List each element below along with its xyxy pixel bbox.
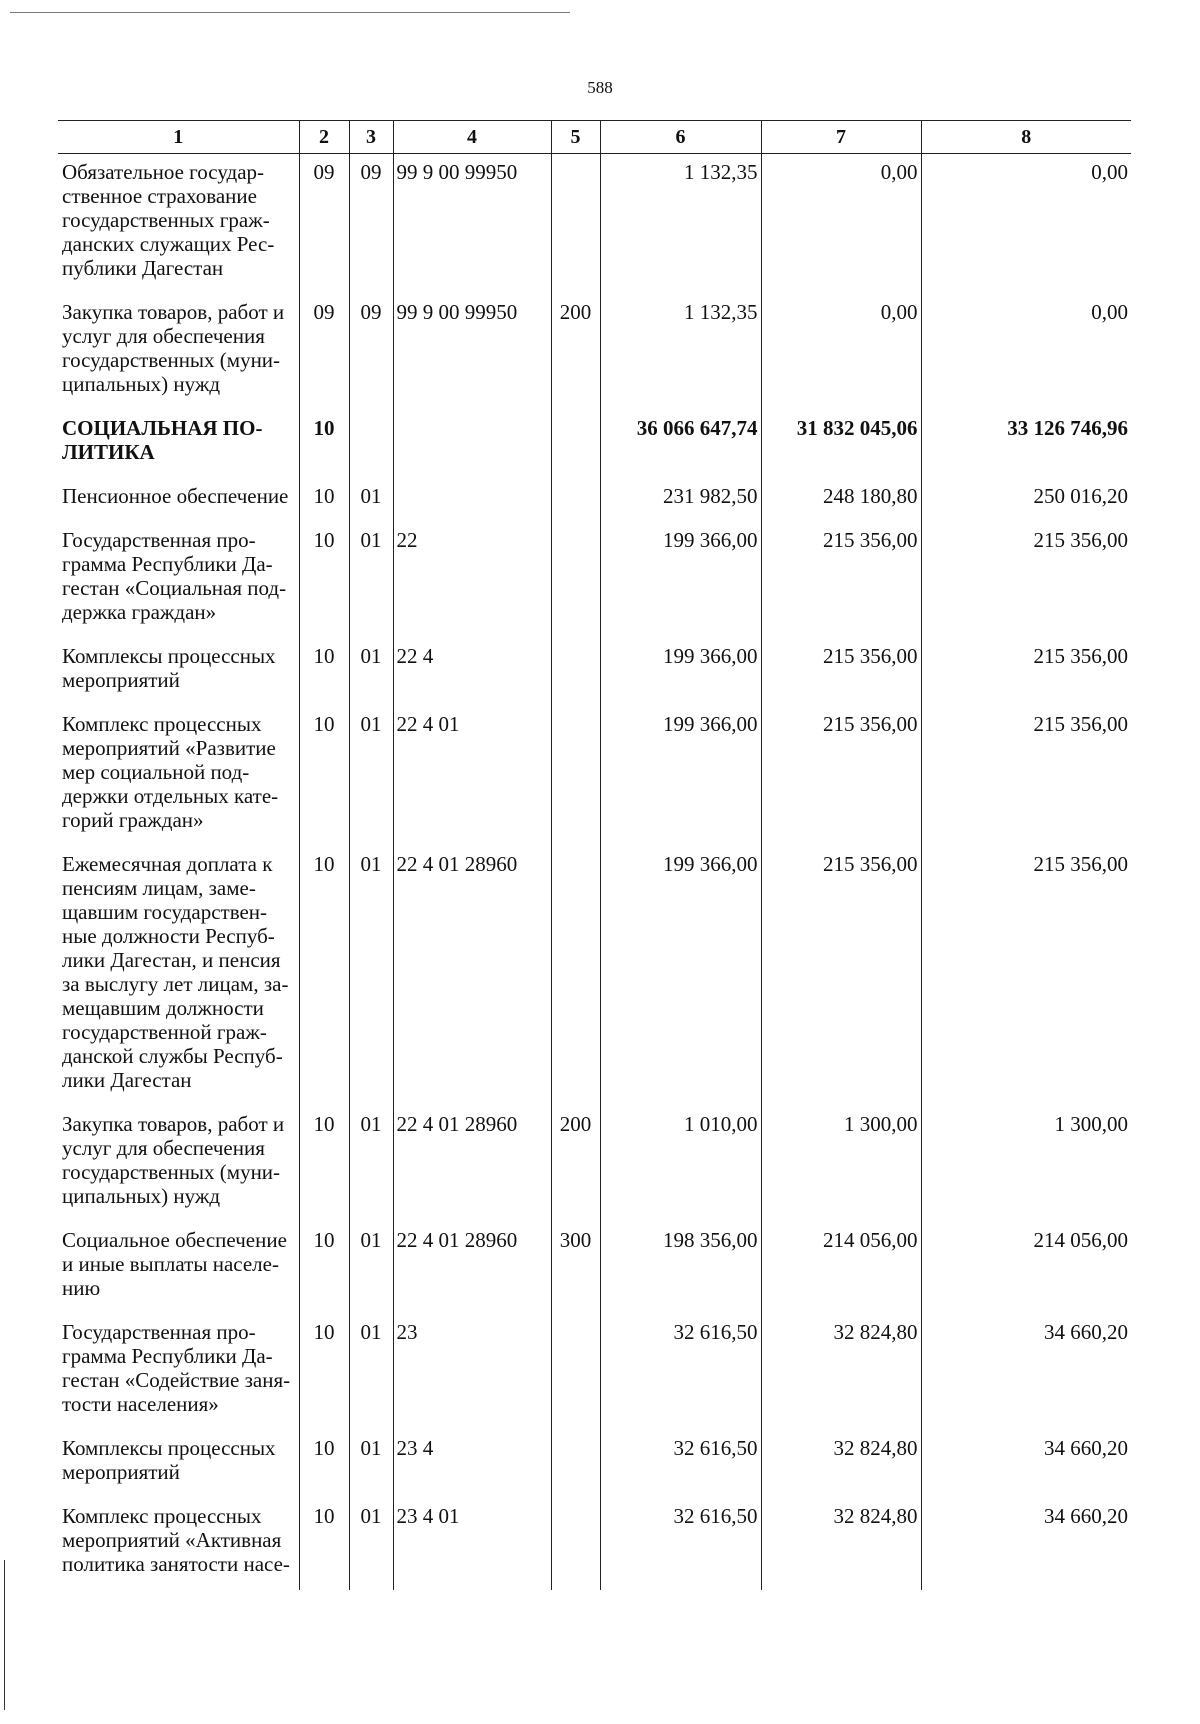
row-amount-2: 214 056,00 (761, 1222, 921, 1314)
col-header-3: 3 (349, 121, 393, 154)
row-section: 10 (299, 1430, 349, 1498)
row-amount-1: 199 366,00 (600, 706, 761, 846)
row-name: Пенсионное обеспечение (62, 484, 289, 508)
row-subsection: 01 (349, 846, 393, 1106)
row-amount-3: 34 660,20 (921, 1430, 1131, 1498)
row-expense-type (551, 410, 600, 478)
row-target-code: 23 4 (393, 1430, 551, 1498)
row-section: 10 (299, 846, 349, 1106)
row-name: Государственная про-грамма Республики Да-гестан «Содействие заня-тости населения» (62, 1320, 291, 1416)
row-amount-3: 215 356,00 (921, 638, 1131, 706)
row-amount-2: 215 356,00 (761, 706, 921, 846)
col-header-4: 4 (393, 121, 551, 154)
row-amount-2: 215 356,00 (761, 846, 921, 1106)
row-name: СОЦИАЛЬНАЯ ПО-ЛИТИКА (62, 416, 263, 464)
row-expense-type (551, 706, 600, 846)
row-target-code (393, 410, 551, 478)
row-name: Комплексы процессных мероприятий (62, 1436, 276, 1484)
col-header-6: 6 (600, 121, 761, 154)
row-amount-2: 248 180,80 (761, 478, 921, 522)
row-expense-type (551, 478, 600, 522)
col-header-8: 8 (921, 121, 1131, 154)
row-amount-1: 1 132,35 (600, 154, 761, 295)
row-amount-1: 32 616,50 (600, 1498, 761, 1590)
row-section: 10 (299, 522, 349, 638)
row-amount-3: 250 016,20 (921, 478, 1131, 522)
row-subsection: 01 (349, 1498, 393, 1590)
row-subsection: 01 (349, 478, 393, 522)
row-amount-2: 31 832 045,06 (761, 410, 921, 478)
row-expense-type (551, 1314, 600, 1430)
row-section: 10 (299, 706, 349, 846)
row-section: 10 (299, 1498, 349, 1590)
row-amount-2: 1 300,00 (761, 1106, 921, 1222)
table-row (58, 1430, 1131, 1498)
row-target-code: 22 4 01 (393, 706, 551, 846)
row-amount-1: 32 616,50 (600, 1314, 761, 1430)
row-target-code: 99 9 00 99950 (393, 294, 551, 410)
row-amount-1: 1 010,00 (600, 1106, 761, 1222)
col-header-1: 1 (58, 121, 299, 154)
row-expense-type (551, 154, 600, 295)
col-header-5: 5 (551, 121, 600, 154)
row-name: Закупка товаров, работ и услуг для обеспечения государственных (муни-ципальных) нужд (62, 1112, 285, 1208)
row-expense-type: 200 (551, 294, 600, 410)
row-section: 10 (299, 638, 349, 706)
table-row (58, 706, 1131, 846)
row-section: 10 (299, 1106, 349, 1222)
col-header-2: 2 (299, 121, 349, 154)
row-amount-1: 199 366,00 (600, 638, 761, 706)
table-row (58, 846, 1131, 1106)
row-amount-1: 199 366,00 (600, 522, 761, 638)
row-target-code: 22 4 (393, 638, 551, 706)
table-row (58, 1498, 1131, 1590)
row-amount-3: 215 356,00 (921, 706, 1131, 846)
table-row (58, 154, 1131, 295)
table-row (58, 1106, 1131, 1222)
row-expense-type (551, 1498, 600, 1590)
row-expense-type: 300 (551, 1222, 600, 1314)
row-subsection: 01 (349, 522, 393, 638)
row-target-code: 99 9 00 99950 (393, 154, 551, 295)
top-rule (10, 12, 570, 13)
row-subsection: 01 (349, 1222, 393, 1314)
row-expense-type: 200 (551, 1106, 600, 1222)
row-name: Обязательное государ-ственное страхование государственных граж-данских служащих Рес-публики Дагестан (62, 160, 275, 280)
row-expense-type (551, 846, 600, 1106)
table-row (58, 638, 1131, 706)
row-amount-3: 34 660,20 (921, 1314, 1131, 1430)
row-name: Комплекс процессных мероприятий «Развитие мер социальной под-держки отдельных кате-горий граждан» (62, 712, 279, 832)
row-amount-3: 215 356,00 (921, 522, 1131, 638)
row-section: 09 (299, 154, 349, 295)
row-amount-2: 32 824,80 (761, 1498, 921, 1590)
row-expense-type (551, 522, 600, 638)
row-name: Социальное обеспечение и иные выплаты населе-нию (62, 1228, 287, 1300)
row-amount-1: 198 356,00 (600, 1222, 761, 1314)
row-section: 10 (299, 1222, 349, 1314)
row-subsection: 09 (349, 154, 393, 295)
row-target-code: 22 (393, 522, 551, 638)
table-row (58, 294, 1131, 410)
row-name: Комплекс процессных мероприятий «Активная политика занятости насе- (62, 1504, 290, 1576)
col-header-7: 7 (761, 121, 921, 154)
row-amount-1: 1 132,35 (600, 294, 761, 410)
row-amount-1: 231 982,50 (600, 478, 761, 522)
row-subsection (349, 410, 393, 478)
row-target-code: 22 4 01 28960 (393, 846, 551, 1106)
table-row (58, 478, 1131, 522)
row-target-code: 23 4 01 (393, 1498, 551, 1590)
row-amount-3: 214 056,00 (921, 1222, 1131, 1314)
row-subsection: 01 (349, 1106, 393, 1222)
row-amount-3: 34 660,20 (921, 1498, 1131, 1590)
row-amount-3: 0,00 (921, 294, 1131, 410)
budget-table (58, 120, 1131, 1590)
row-target-code: 23 (393, 1314, 551, 1430)
table-row (58, 522, 1131, 638)
row-target-code: 22 4 01 28960 (393, 1106, 551, 1222)
row-amount-3: 215 356,00 (921, 846, 1131, 1106)
table-row (58, 410, 1131, 478)
row-name: Ежемесячная доплата к пенсиям лицам, заме-щавшим государствен-ные должности Респуб-лики Дагестан, и пенсия за выслугу лет лицам, за-мещавшим должности государственной граж-данской службы Респуб-лики Дагестан (62, 852, 289, 1092)
row-amount-2: 215 356,00 (761, 522, 921, 638)
row-amount-2: 32 824,80 (761, 1314, 921, 1430)
row-name: Государственная про-грамма Республики Да-гестан «Социальная под-держка граждан» (62, 528, 287, 624)
row-amount-3: 33 126 746,96 (921, 410, 1131, 478)
row-subsection: 01 (349, 1314, 393, 1430)
row-section: 09 (299, 294, 349, 410)
row-amount-2: 215 356,00 (761, 638, 921, 706)
row-amount-2: 0,00 (761, 154, 921, 295)
table-row (58, 1222, 1131, 1314)
row-amount-1: 32 616,50 (600, 1430, 761, 1498)
row-section: 10 (299, 478, 349, 522)
row-name: Комплексы процессных мероприятий (62, 644, 276, 692)
row-subsection: 01 (349, 1430, 393, 1498)
row-subsection: 09 (349, 294, 393, 410)
row-amount-2: 0,00 (761, 294, 921, 410)
row-subsection: 01 (349, 706, 393, 846)
row-amount-1: 36 066 647,74 (600, 410, 761, 478)
row-target-code: 22 4 01 28960 (393, 1222, 551, 1314)
row-section: 10 (299, 410, 349, 478)
row-amount-3: 0,00 (921, 154, 1131, 295)
header-row (58, 121, 1131, 154)
row-amount-3: 1 300,00 (921, 1106, 1131, 1222)
row-subsection: 01 (349, 638, 393, 706)
row-amount-2: 32 824,80 (761, 1430, 921, 1498)
row-expense-type (551, 1430, 600, 1498)
page-number: 588 (587, 78, 613, 97)
row-target-code (393, 478, 551, 522)
table-row (58, 1314, 1131, 1430)
scan-margin-mark (4, 1560, 5, 1710)
row-name: Закупка товаров, работ и услуг для обеспечения государственных (муни-ципальных) нужд (62, 300, 285, 396)
row-expense-type (551, 638, 600, 706)
row-section: 10 (299, 1314, 349, 1430)
row-amount-1: 199 366,00 (600, 846, 761, 1106)
